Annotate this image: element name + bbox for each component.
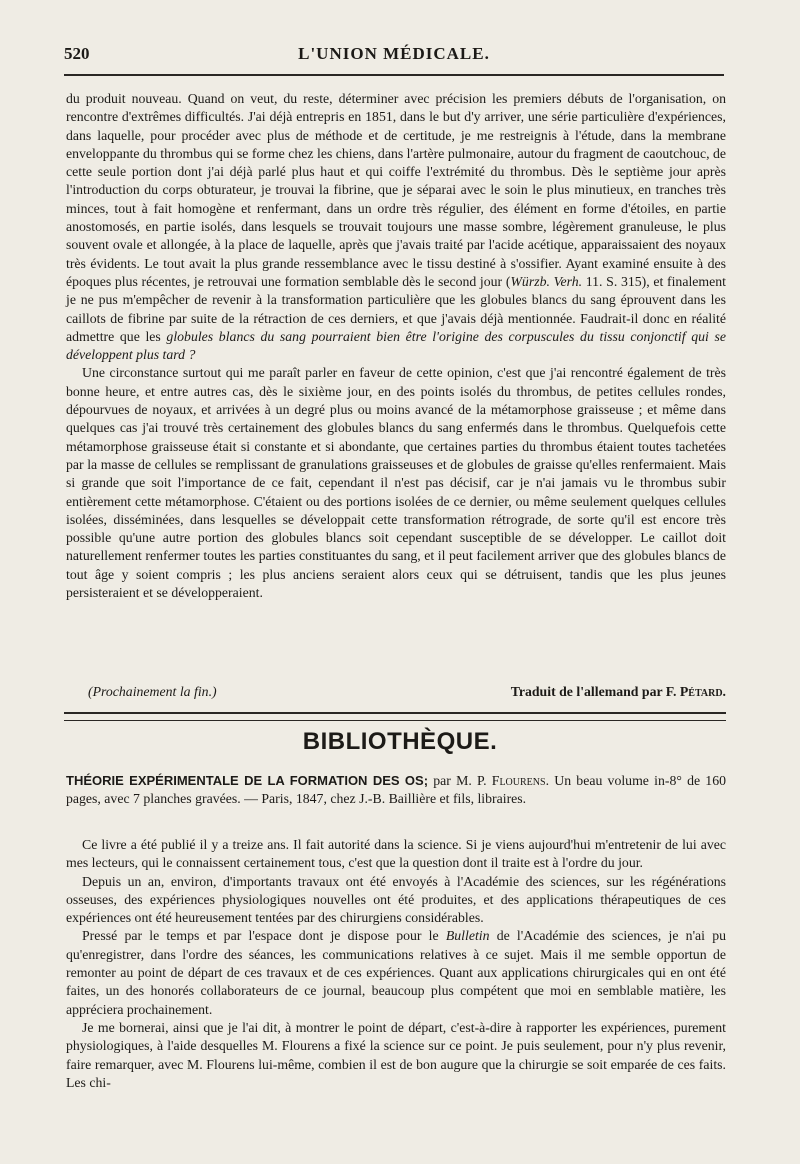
book-author: M. P. Flourens xyxy=(456,773,546,788)
article-paragraph-2: Une circonstance surtout qui me paraît parler en faveur de cette opinion, c'est que j'ai rencontré également de très bonne heure, et entre autres cas, dès le sixième jour, en des points isolés du thrombus, de petites cellules rondes, dépourvues de noyaux, et arrivées à un degré plus ou moins avancé de la métamorphose graisseuse ; et même dans quelques cas j'ai trouvé très certainement des globules blancs du sang enfermés dans le thrombus. Quelquefois cette métamorphose graisseuse était si constante et si abondante, que certaines parties du thrombus étaient toutes tachetées par la masse de cellules se remplissant de granulations graisseuses et de globules de graisse qu'elles renfermaient. Mais si grande que soit l'importance de ce fait, cependant il n'est pas décisif, car je n'ai jamais vu le thrombus subir entièrement cette métamorphose. C'étaient ou des portions isolées de ce dernier, ou même seulement quelques cellules isolées, disséminées, dans lesquelles se développait cette transformation rétrograde, de sorte qu'il est encore très possible qu'une autre portion des globules blancs soit cependant susceptible de se développer. Le caillot doit naturellement renfermer toutes les parties constituantes du sang, et il peut facilement arriver que des globules blancs de tout âge y soient compris ; les plus anciens seraient alors ceux qui se détruisent, tandis que les plus jeunes persisteraient et se développeraient. xyxy=(66,365,726,601)
running-header xyxy=(64,44,724,74)
section-divider xyxy=(64,712,726,721)
translator-name: F. Pétard. xyxy=(665,684,726,699)
page-number: 520 xyxy=(64,44,90,63)
journal-title: L'UNION MÉDICALE. xyxy=(298,44,490,63)
book-entry xyxy=(66,772,726,809)
translator-credit: Traduit de l'allemand par F. Pétard. xyxy=(510,684,726,699)
section-title: BIBLIOTHÈQUE. xyxy=(302,728,498,755)
review-paragraph-3: Pressé par le temps et par l'espace dont je dispose pour le Bulletin de l'Académie des sciences, je n'ai pu qu'enregistrer, dans l'ordre des séances, les communications relatives à ce sujet. Mais il me semble opportun de remonter au point de départ de ces travaux et de ces expériences. Quant aux applications chirurgicales qui en ont été faites, un des honorés collaborateurs de ce journal, beaucoup plus compétent que moi en semblable matière, les appréciera prochainement. xyxy=(66,928,726,1017)
book-citation: THÉORIE EXPÉRIMENTALE DE LA FORMATION DES OS; par M. P. Flourens. Un beau volume in-8° de 160 pages, avec 7 planches gravées. — Paris, 1847, chez J.-B. Baillière et fils, libraires. xyxy=(66,773,727,807)
article-paragraph-1: du produit nouveau. Quand on veut, du reste, déterminer avec précision les premiers débuts de l'organisation, on rencontre d'extrêmes difficultés. J'ai déjà entrepris en 1851, dans le but d'y arriver, une série particulière d'expériences, dans laquelle, pour procéder avec plus de méthode et de certitude, je me restreignis à l'étude, dans la membrane enveloppante du thrombus qui se forme chez les chiens, dans l'artère pulmonaire, autour du fragment de caoutchouc, de cette seule portion dont j'ai déjà parlé plus haut et qui coiffe l'extrémité du thrombus. Dès le septième jour après l'introduction du corps obturateur, je trouvai la fibrine, que je séparai avec le soin le plus minutieux, en tranches très minces, tout à fait homogène et renfermant, dans un ordre très régulier, des élément en forme d'étoiles, en partie anostomosés, en partie isolés, dans lesquels se trouvait toujours une masse sombre, légèrement granuleuse, le plus souvent ovale et allongée, à la place de laquelle, après que j'avais traité par l'acide acétique, apparaissaient des noyaux très évidents. Le tout avait la plus grande ressemblance avec le tissu destiné à s'ossifier. Ayant examiné ensuite à des époques plus récentes, je retrouvai une formation semblable dès le second jour (Würzb. Verh. 11. S. 315), et finalement je ne pus m'empêcher de revenir à la transformation particulière que les globules blancs du sang éprouvent dans les caillots de fibrine par suite de la rétraction de ces derniers, et que j'avais déjà mentionnée. Faudrait-il donc en réalité admettre que les globules blancs du sang pourraient bien être l'origine des corpuscules du tissu conjonctif qui se développent plus tard ? xyxy=(66,91,726,363)
review-body xyxy=(66,836,726,1092)
header-rule xyxy=(64,74,724,76)
journal-name: Bulletin xyxy=(445,928,490,944)
italic-question: globules blancs du sang pourraient bien être l'origine des corpuscules du tissu conjonctif qui se développent plus tard ? xyxy=(66,328,726,363)
review-paragraph-1: Ce livre a été publié il y a treize ans. Il fait autorité dans la science. Si je viens aujourd'hui m'entretenir de lui avec mes lecteurs, qui le connaissent certainement tous, c'est que la question dont il traite est à l'ordre du jour. xyxy=(66,837,726,871)
review-paragraph-2: Depuis un an, environ, d'importants travaux ont été envoyés à l'Académie des sciences, sur les régénérations osseuses, des expériences physiologiques nouvelles ont été produites, et des applications thérapeutiques de ces expériences ont été heureusement tentées par des chirurgiens considérables. xyxy=(66,873,726,926)
citation: Würzb. Verh. xyxy=(510,273,583,289)
article-body xyxy=(66,90,726,602)
continued-note: (Prochainement la fin.) xyxy=(88,684,217,699)
book-title: THÉORIE EXPÉRIMENTALE DE LA FORMATION DES OS; xyxy=(66,773,429,788)
review-paragraph-4: Je me bornerai, ainsi que je l'ai dit, à montrer le point de départ, c'est-à-dire à rapporter les expériences, purement physiologiques, à l'aide desquelles M. Flourens a fixé la science sur ce point. Je puis seulement, pour n'y plus revenir, faire remarquer, avec M. Flourens lui-même, combien il est de bon augure que la chirurgie se soit emparée de ces faits. Les chi- xyxy=(66,1019,726,1090)
